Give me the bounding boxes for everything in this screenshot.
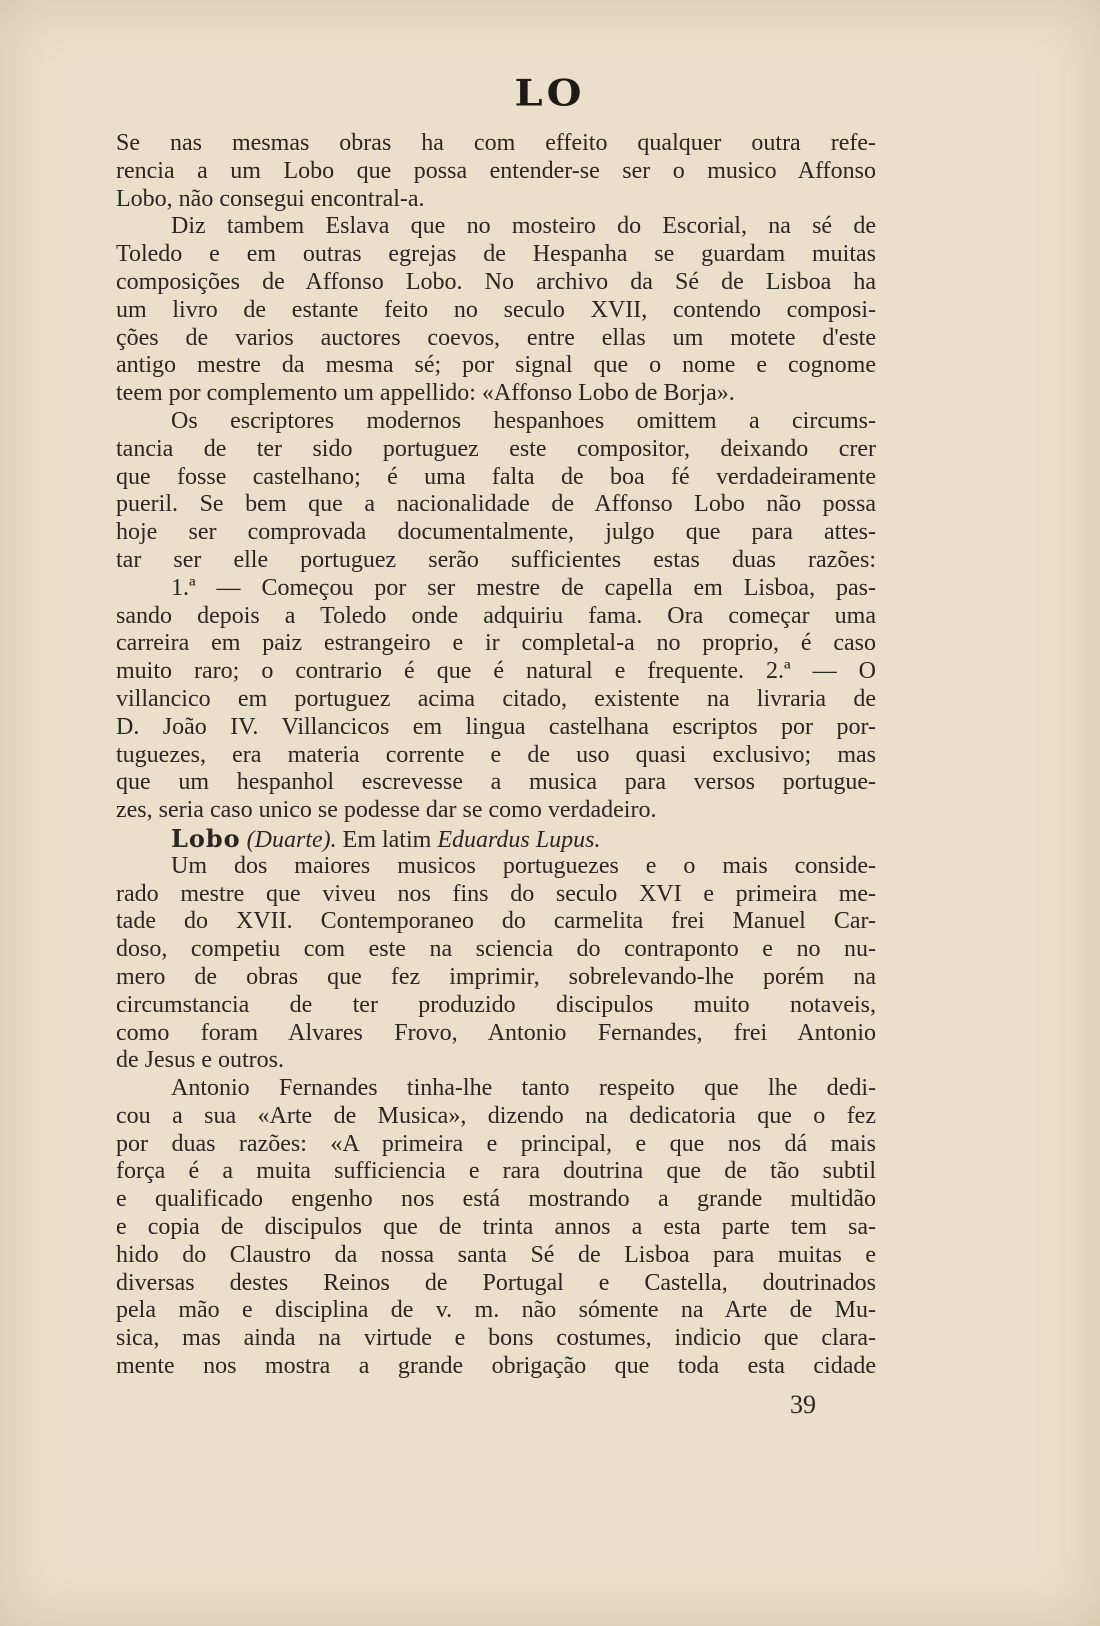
text-line: e qualificado engenho nos está mostrando a grande multidão xyxy=(116,1186,876,1213)
text-line: sando depois a Toledo onde adquiriu fama. Ora começar uma xyxy=(116,602,876,629)
text-line: sica, mas ainda na virtude e bons costumes, indicio que clara- xyxy=(116,1325,876,1352)
text-line: rado mestre que viveu nos fins do seculo XVI e primeira me- xyxy=(116,880,876,907)
page-number: 39 xyxy=(790,1390,816,1419)
text-line: mente nos mostra a grande obrigação que toda esta cidade xyxy=(116,1353,876,1380)
text-line: antigo mestre da mesma sé; por signal que o nome e cognome xyxy=(116,352,876,379)
latin-name: Eduardus Lupus. xyxy=(437,826,601,853)
text-line: que um hespanhol escrevesse a musica para versos portugue- xyxy=(116,769,876,796)
text-line: Lobo, não consegui encontral-a. xyxy=(116,185,425,212)
text-line: carreira em paiz estrangeiro e ir completal-a no proprio, é caso xyxy=(116,630,876,657)
text-line: 1.ª — Começou por ser mestre de capella em Lisboa, pas- xyxy=(171,574,876,601)
text-line: um livro de estante feito no seculo XVII, contendo composi- xyxy=(116,296,876,323)
entry-name: Lobo xyxy=(171,824,241,853)
text-line: diversas destes Reinos de Portugal e Castella, doutrinados xyxy=(116,1269,876,1296)
text-line: doso, competiu com este na sciencia do contraponto e no nu- xyxy=(116,936,876,963)
text-line: de Jesus e outros. xyxy=(116,1047,284,1074)
entry-heading xyxy=(116,825,876,853)
text-line: pela mão e disciplina de v. m. não sómente na Arte de Mu- xyxy=(116,1297,876,1324)
entry-qualifier: (Duarte). xyxy=(246,826,337,853)
text-line: circumstancia de ter produzido discipulos muito notaveis, xyxy=(116,991,876,1018)
text-line: como foram Alvares Frovo, Antonio Fernandes, frei Antonio xyxy=(116,1019,876,1046)
text-line: tar ser elle portuguez serão sufficientes estas duas razões: xyxy=(116,546,876,573)
text-line: e copia de discipulos que de trinta annos a esta parte tem sa- xyxy=(116,1214,876,1241)
text-line: por duas razões: «A primeira e principal, e que nos dá mais xyxy=(116,1130,876,1157)
text-line: pueril. Se bem que a nacionalidade de Affonso Lobo não possa xyxy=(116,491,876,518)
text-line: Diz tambem Eslava que no mosteiro do Escorial, na sé de xyxy=(171,213,876,240)
text-line: força é a muita sufficiencia e rara doutrina que de tão subtil xyxy=(116,1158,876,1185)
running-head: LO xyxy=(514,72,586,115)
text-line: zes, seria caso unico se podesse dar se como verdadeiro. xyxy=(116,797,657,824)
text-line: mero de obras que fez imprimir, sobrelevando-lhe porém na xyxy=(116,963,876,990)
text-line: Toledo e em outras egrejas de Hespanha se guardam muitas xyxy=(116,241,876,268)
text-line: rencia a um Lobo que possa entender-se ser o musico Affonso xyxy=(116,157,876,184)
text-line: hoje ser comprovada documentalmente, julgo que para attes- xyxy=(116,519,876,546)
text-line: composições de Affonso Lobo. No archivo da Sé de Lisboa ha xyxy=(116,268,876,295)
text-line: tancia de ter sido portuguez este compositor, deixando crer xyxy=(116,435,876,462)
text-line: hido do Claustro da nossa santa Sé de Lisboa para muitas e xyxy=(116,1241,876,1268)
latin-intro: Em latim xyxy=(342,826,432,853)
text-line: villancico em portuguez acima citado, existente na livraria de xyxy=(116,685,876,712)
text-line: teem por complemento um appellido: «Affonso Lobo de Borja». xyxy=(116,380,735,407)
text-line: que fosse castelhano; é uma falta de boa fé verdadeiramente xyxy=(116,463,876,490)
text-line: tade do XVII. Contemporaneo do carmelita frei Manuel Car- xyxy=(116,908,876,935)
text-line: ções de varios auctores coevos, entre ellas um motete d'este xyxy=(116,324,876,351)
text-line: Se nas mesmas obras ha com effeito qualquer outra refe- xyxy=(116,130,876,156)
text-line: muito raro; o contrario é que é natural e frequente. 2.ª — O xyxy=(116,658,876,685)
text-line: tuguezes, era materia corrente e de uso quasi exclusivo; mas xyxy=(116,741,876,768)
text-line: D. João IV. Villancicos em lingua castelhana escriptos por por- xyxy=(116,713,876,740)
text-line: Os escriptores modernos hespanhoes omittem a circums- xyxy=(171,407,876,434)
text-line: Antonio Fernandes tinha-lhe tanto respeito que lhe dedi- xyxy=(171,1075,876,1102)
text-line: Um dos maiores musicos portuguezes e o mais conside- xyxy=(171,852,876,879)
body-text xyxy=(116,130,876,1381)
text-line: cou a sua «Arte de Musica», dizendo na dedicatoria que o fez xyxy=(116,1102,876,1129)
